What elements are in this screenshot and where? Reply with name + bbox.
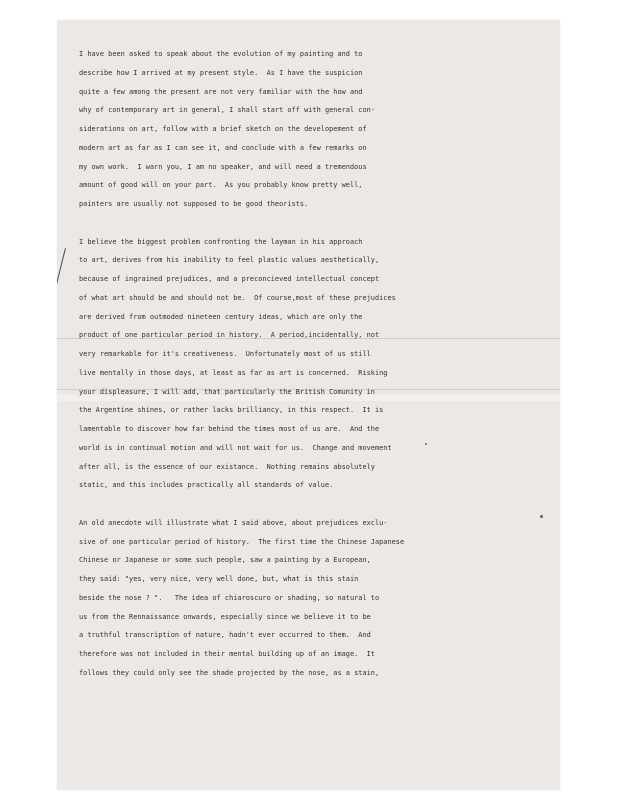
text-line: your displeasure, I will add, that particularly the British Comunity in (79, 387, 375, 396)
paragraph-spacer (79, 214, 559, 233)
document-body (79, 45, 559, 683)
paragraph-2 (79, 233, 559, 496)
text-line: I have been asked to speak about the evolution of my painting and to (79, 50, 363, 58)
text-line: they said: "yes, very nice, very well done, but, what is this stain (79, 575, 359, 583)
text-line: the Argentine shines, or rather lacks brilliancy, in this respect. It is (79, 406, 384, 415)
text-line: siderations on art, follow with a brief sketch on the developement of (79, 125, 367, 133)
text-line: us from the Rennaissance onwards, especially since we believe it to be (79, 612, 371, 621)
text-line: a truthful transcription of nature, hadn't ever occurred to them. And (79, 631, 371, 640)
text-line: follows they could only see the shade projected by the nose, as a stain, (79, 668, 380, 677)
text-line: after all, is the essence of our existance. Nothing remains absolutely (79, 462, 375, 471)
text-line: live mentally in those days, at least as far as art is concerned. Risking (79, 368, 388, 377)
text-line: describe how I arrived at my present style. As I have the suspicion (79, 68, 363, 77)
text-line: modern art as far as I can see it, and conclude with a few remarks on (79, 143, 367, 152)
paragraph-1 (79, 45, 559, 214)
text-line: therefore was not included in their mental building up of an image. It (79, 650, 375, 658)
text-line: very remarkable for it's creativeness. Unfortunately most of us still (79, 350, 371, 358)
typewritten-page (57, 20, 560, 790)
text-line: amount of good will on your part. As you probably know pretty well, (79, 181, 363, 190)
paragraph-3 (79, 514, 559, 683)
text-line: Chinese or Japanese or some such people, saw a painting by a European, (79, 556, 371, 565)
text-line: world is in continual motion and will not wait for us. Change and movement (79, 443, 392, 452)
text-line: are derived from outmoded nineteen century ideas, which are only the (79, 312, 363, 321)
text-line: An old anecdote will illustrate what I said above, about prejudices exclu- (79, 518, 388, 527)
pencil-margin-mark (57, 248, 66, 295)
text-line: painters are usually not supposed to be good theorists. (79, 200, 309, 208)
text-line: I believe the biggest problem confronting the layman in his approach (79, 237, 363, 246)
text-line: beside the nose ? ". The idea of chiaroscuro or shading, so natural to (79, 593, 380, 602)
text-line: quite a few among the present are not very familiar with the how and (79, 87, 363, 96)
text-line: why of contemporary art in general, I shall start off with general con- (79, 106, 375, 115)
text-line: because of ingrained prejudices, and a preconcieved intellectual concept (79, 275, 380, 283)
text-line: my own work. I warn you, I am no speaker, and will need a tremendous (79, 162, 367, 171)
text-line: of what art should be and should not be. Of course,most of these prejudices (79, 293, 396, 302)
paragraph-spacer (79, 495, 559, 514)
text-line: to art, derives from his inability to feel plastic values aesthetically, (79, 256, 380, 265)
text-line: product of one particular period in history. A period,incidentally, not (79, 331, 380, 340)
text-line: sive of one particular period of history. The first time the Chinese Japanese (79, 537, 405, 546)
text-line: static, and this includes practically all standards of value. (79, 481, 334, 490)
text-line: lamentable to discover how far behind the times most of us are. And the (79, 425, 380, 433)
